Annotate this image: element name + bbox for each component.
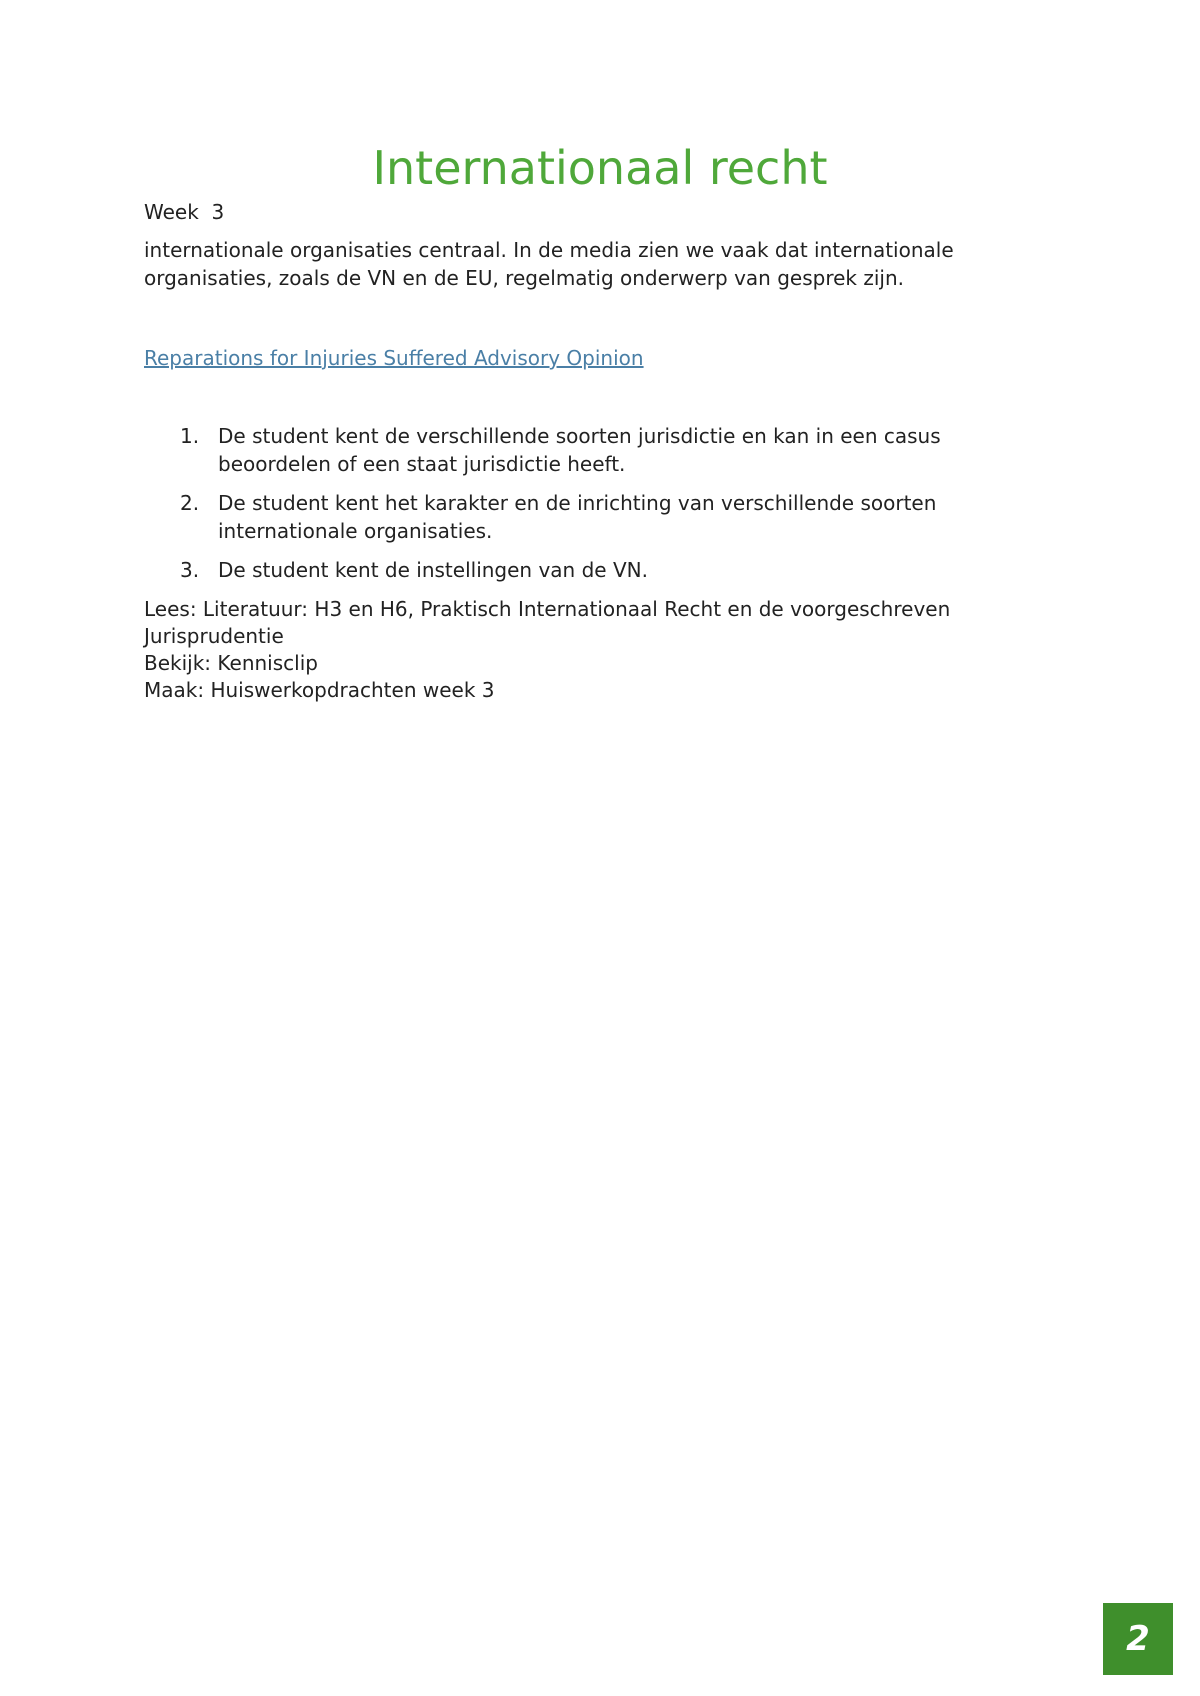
list-item-text: De student kent het karakter en de inrichting van verschillende soorten internationale organisaties. xyxy=(218,491,937,543)
intro-paragraph: internationale organisaties centraal. In de media zien we vaak dat internationale organisaties, zoals de VN en de EU, regelmatig onderwerp van gesprek zijn. xyxy=(144,238,954,290)
list-item xyxy=(144,422,1014,478)
list-item-number: 2. xyxy=(180,491,200,515)
list-item-number: 1. xyxy=(180,424,200,448)
make-assignment: Maak: Huiswerkopdrachten week 3 xyxy=(144,678,495,702)
week-label: Week 3 xyxy=(144,200,225,224)
list-item xyxy=(144,556,1014,584)
page-title: Internationaal recht xyxy=(372,141,828,195)
list-item-number: 3. xyxy=(180,558,200,582)
list-item-text: De student kent de verschillende soorten jurisdictie en kan in een casus beoordelen of een staat jurisdictie heeft. xyxy=(218,424,941,476)
watch-assignment: Bekijk: Kennisclip xyxy=(144,651,318,675)
list-item-text: De student kent de instellingen van de VN. xyxy=(218,558,648,582)
learning-goals-list xyxy=(144,422,1014,595)
reading-assignments xyxy=(144,596,1044,704)
reparations-advisory-opinion-link[interactable]: Reparations for Injuries Suffered Advisory Opinion xyxy=(144,346,644,370)
read-assignment: Lees: Literatuur: H3 en H6, Praktisch Internationaal Recht en de voorgeschreven Jurisprudentie xyxy=(144,597,951,648)
page-number-badge: 2 xyxy=(1103,1603,1173,1675)
list-item xyxy=(144,489,1014,545)
